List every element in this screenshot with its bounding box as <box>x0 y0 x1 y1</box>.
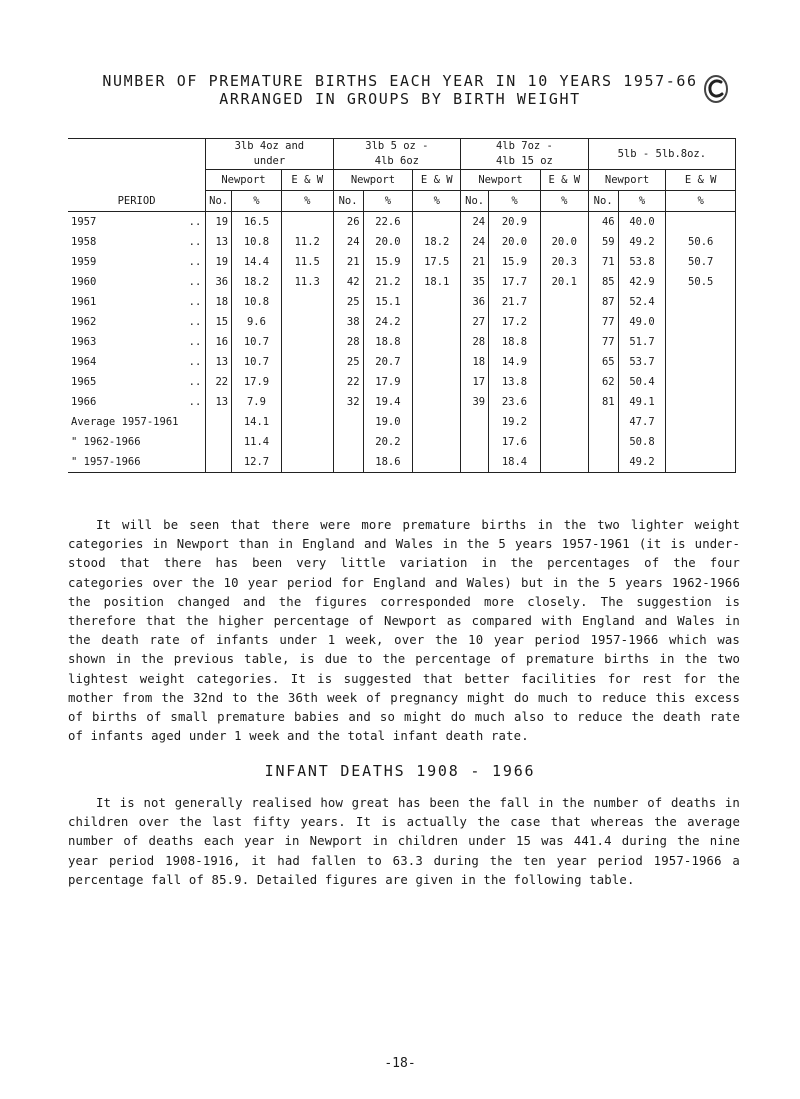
percent-cell: 19.2 <box>489 412 541 432</box>
ew-header: E & W <box>540 170 588 191</box>
percent-cell <box>666 212 736 233</box>
percent-cell <box>413 372 461 392</box>
period-cell: Average 1957-1961 <box>71 416 179 428</box>
percent-cell <box>281 332 333 352</box>
percent-cell <box>666 432 736 452</box>
percent-cell: 23.6 <box>489 392 541 412</box>
percent-cell: 18.1 <box>413 272 461 292</box>
crest-logo-icon <box>703 74 729 104</box>
count-cell <box>333 412 363 432</box>
period-cell: 1961 <box>71 296 97 308</box>
percent-cell <box>540 372 588 392</box>
percent-cell: 21.7 <box>489 292 541 312</box>
percent-cell <box>540 452 588 473</box>
percent-cell <box>281 292 333 312</box>
pct-header: % <box>413 191 461 212</box>
percent-cell: 10.7 <box>232 332 282 352</box>
percent-cell: 53.8 <box>618 252 666 272</box>
percent-cell: 21.2 <box>363 272 413 292</box>
percent-cell: 53.7 <box>618 352 666 372</box>
count-cell: 25 <box>333 292 363 312</box>
newport-header: Newport <box>588 170 666 191</box>
percent-cell <box>281 392 333 412</box>
weight-group-header-2: 3lb 5 oz - 4lb 6oz <box>333 139 461 170</box>
count-cell: 24 <box>461 232 489 252</box>
period-cell: 1958 <box>71 236 97 248</box>
ew-header: E & W <box>413 170 461 191</box>
leader-dots: .. <box>188 316 202 328</box>
count-cell: 28 <box>461 332 489 352</box>
count-cell: 87 <box>588 292 618 312</box>
percent-cell <box>281 412 333 432</box>
percent-cell: 15.1 <box>363 292 413 312</box>
percent-cell <box>540 432 588 452</box>
count-cell: 35 <box>461 272 489 292</box>
percent-cell <box>666 452 736 473</box>
period-cell: 1959 <box>71 256 97 268</box>
count-cell: 85 <box>588 272 618 292</box>
count-cell <box>333 432 363 452</box>
percent-cell: 14.4 <box>232 252 282 272</box>
table-row <box>68 312 736 332</box>
percent-cell: 17.9 <box>363 372 413 392</box>
percent-cell: 10.8 <box>232 292 282 312</box>
count-cell: 77 <box>588 332 618 352</box>
pct-header: % <box>666 191 736 212</box>
percent-cell: 18.8 <box>363 332 413 352</box>
leader-dots: .. <box>188 356 202 368</box>
percent-cell: 18.4 <box>489 452 541 473</box>
pct-header: % <box>363 191 413 212</box>
count-cell: 77 <box>588 312 618 332</box>
count-cell: 27 <box>461 312 489 332</box>
percent-cell: 49.2 <box>618 232 666 252</box>
pct-header: % <box>618 191 666 212</box>
percent-cell: 20.0 <box>363 232 413 252</box>
leader-dots: .. <box>188 296 202 308</box>
table-row <box>68 272 736 292</box>
count-cell: 22 <box>333 372 363 392</box>
percent-cell: 50.6 <box>666 232 736 252</box>
pct-header: % <box>281 191 333 212</box>
no-header: No. <box>333 191 363 212</box>
percent-cell: 51.7 <box>618 332 666 352</box>
period-cell: 1957 <box>71 216 97 228</box>
period-cell: 1960 <box>71 276 97 288</box>
percent-cell: 24.2 <box>363 312 413 332</box>
percent-cell: 18.8 <box>489 332 541 352</box>
count-cell <box>206 412 232 432</box>
weight-group-header-1: 3lb 4oz and under <box>206 139 334 170</box>
count-cell: 13 <box>206 232 232 252</box>
count-cell: 13 <box>206 352 232 372</box>
percent-cell: 17.6 <box>489 432 541 452</box>
period-cell: 1964 <box>71 356 97 368</box>
percent-cell: 18.2 <box>232 272 282 292</box>
newport-header: Newport <box>206 170 282 191</box>
leader-dots: .. <box>188 236 202 248</box>
leader-dots: .. <box>188 216 202 228</box>
percent-cell: 20.2 <box>363 432 413 452</box>
percent-cell <box>281 212 333 233</box>
percent-cell: 19.4 <box>363 392 413 412</box>
percent-cell: 12.7 <box>232 452 282 473</box>
count-cell <box>206 432 232 452</box>
percent-cell <box>540 212 588 233</box>
count-cell: 15 <box>206 312 232 332</box>
percent-cell: 11.5 <box>281 252 333 272</box>
table-row <box>68 432 736 452</box>
table-row <box>68 252 736 272</box>
percent-cell <box>413 292 461 312</box>
count-cell: 38 <box>333 312 363 332</box>
percent-cell: 17.7 <box>489 272 541 292</box>
percent-cell: 10.7 <box>232 352 282 372</box>
percent-cell: 13.8 <box>489 372 541 392</box>
ew-header: E & W <box>666 170 736 191</box>
count-cell: 18 <box>461 352 489 372</box>
percent-cell <box>413 212 461 233</box>
period-cell: 1965 <box>71 376 97 388</box>
leader-dots: .. <box>188 256 202 268</box>
percent-cell: 20.3 <box>540 252 588 272</box>
percent-cell: 15.9 <box>363 252 413 272</box>
weight-group-header-3: 4lb 7oz - 4lb 15 oz <box>461 139 589 170</box>
percent-cell: 14.9 <box>489 352 541 372</box>
period-cell: " 1962-1966 <box>71 436 141 448</box>
paragraph-infant-deaths: It is not generally realised how great has been the fall in the number of deaths in children over the last fifty years. It is actually the case that whereas the average number of deaths each year in Newport in children under 15 was 441.4 during the nine year period 1908-1916, it had fallen to 63.3 during the ten year period 1957-1966 a percentage fall of 85.9. Detailed figures are given in the following table. <box>68 796 740 887</box>
weight-group-header-4: 5lb - 5lb.8oz. <box>588 139 735 170</box>
count-cell <box>461 452 489 473</box>
percent-cell: 20.0 <box>489 232 541 252</box>
percent-cell <box>281 352 333 372</box>
count-cell: 17 <box>461 372 489 392</box>
count-cell: 19 <box>206 252 232 272</box>
table-row <box>68 372 736 392</box>
page-subtitle: ARRANGED IN GROUPS BY BIRTH WEIGHT <box>219 90 581 108</box>
percent-cell <box>281 452 333 473</box>
percent-cell <box>666 372 736 392</box>
leader-dots: .. <box>188 276 202 288</box>
count-cell: 25 <box>333 352 363 372</box>
percent-cell: 52.4 <box>618 292 666 312</box>
count-cell: 22 <box>206 372 232 392</box>
percent-cell: 20.0 <box>540 232 588 252</box>
count-cell: 59 <box>588 232 618 252</box>
table-row <box>68 332 736 352</box>
count-cell: 24 <box>333 232 363 252</box>
percent-cell: 17.2 <box>489 312 541 332</box>
percent-cell <box>540 412 588 432</box>
count-cell: 13 <box>206 392 232 412</box>
period-cell: 1962 <box>71 316 97 328</box>
pct-header: % <box>232 191 282 212</box>
table-row <box>68 232 736 252</box>
count-cell: 21 <box>461 252 489 272</box>
percent-cell: 11.4 <box>232 432 282 452</box>
percent-cell <box>666 292 736 312</box>
percent-cell: 50.7 <box>666 252 736 272</box>
count-cell: 65 <box>588 352 618 372</box>
count-cell: 16 <box>206 332 232 352</box>
count-cell <box>206 452 232 473</box>
count-cell: 46 <box>588 212 618 233</box>
premature-births-table <box>68 138 736 473</box>
percent-cell <box>413 452 461 473</box>
percent-cell <box>413 392 461 412</box>
percent-cell <box>666 312 736 332</box>
percent-cell: 7.9 <box>232 392 282 412</box>
percent-cell <box>540 332 588 352</box>
count-cell: 26 <box>333 212 363 233</box>
table-row <box>68 292 736 312</box>
count-cell <box>588 412 618 432</box>
page-title: NUMBER OF PREMATURE BIRTHS EACH YEAR IN 10 YEARS 1957-66 <box>102 72 698 90</box>
count-cell: 18 <box>206 292 232 312</box>
pct-header: % <box>540 191 588 212</box>
count-cell <box>333 452 363 473</box>
count-cell: 24 <box>461 212 489 233</box>
percent-cell: 19.0 <box>363 412 413 432</box>
percent-cell <box>413 312 461 332</box>
count-cell <box>588 432 618 452</box>
percent-cell <box>281 432 333 452</box>
period-cell: 1963 <box>71 336 97 348</box>
percent-cell <box>666 392 736 412</box>
count-cell: 36 <box>461 292 489 312</box>
newport-header: Newport <box>461 170 541 191</box>
percent-cell <box>666 352 736 372</box>
percent-cell: 16.5 <box>232 212 282 233</box>
count-cell: 62 <box>588 372 618 392</box>
percent-cell: 18.2 <box>413 232 461 252</box>
page-number: -18- <box>384 1056 416 1071</box>
percent-cell: 18.6 <box>363 452 413 473</box>
percent-cell: 17.5 <box>413 252 461 272</box>
table-row <box>68 212 736 233</box>
percent-cell: 14.1 <box>232 412 282 432</box>
newport-header: Newport <box>333 170 413 191</box>
percent-cell <box>413 332 461 352</box>
percent-cell: 9.6 <box>232 312 282 332</box>
percent-cell: 50.5 <box>666 272 736 292</box>
percent-cell: 20.1 <box>540 272 588 292</box>
percent-cell: 50.8 <box>618 432 666 452</box>
count-cell: 39 <box>461 392 489 412</box>
percent-cell: 50.4 <box>618 372 666 392</box>
percent-cell <box>540 352 588 372</box>
ew-header: E & W <box>281 170 333 191</box>
percent-cell: 49.0 <box>618 312 666 332</box>
percent-cell <box>413 352 461 372</box>
count-cell: 81 <box>588 392 618 412</box>
percent-cell: 22.6 <box>363 212 413 233</box>
percent-cell <box>413 412 461 432</box>
count-cell: 36 <box>206 272 232 292</box>
percent-cell: 42.9 <box>618 272 666 292</box>
percent-cell <box>540 392 588 412</box>
count-cell: 42 <box>333 272 363 292</box>
percent-cell: 49.1 <box>618 392 666 412</box>
leader-dots: .. <box>188 376 202 388</box>
percent-cell: 11.3 <box>281 272 333 292</box>
percent-cell <box>540 312 588 332</box>
percent-cell <box>281 372 333 392</box>
percent-cell: 20.7 <box>363 352 413 372</box>
count-cell <box>461 432 489 452</box>
leader-dots: .. <box>188 336 202 348</box>
percent-cell: 17.9 <box>232 372 282 392</box>
section-heading-infant-deaths: INFANT DEATHS 1908 - 1966 <box>264 762 536 780</box>
percent-cell <box>666 332 736 352</box>
no-header: No. <box>588 191 618 212</box>
percent-cell: 47.7 <box>618 412 666 432</box>
percent-cell: 10.8 <box>232 232 282 252</box>
period-cell: " 1957-1966 <box>68 452 206 473</box>
count-cell: 71 <box>588 252 618 272</box>
no-header: No. <box>461 191 489 212</box>
count-cell <box>588 452 618 473</box>
percent-cell <box>540 292 588 312</box>
percent-cell: 49.2 <box>618 452 666 473</box>
pct-header: % <box>489 191 541 212</box>
count-cell: 21 <box>333 252 363 272</box>
leader-dots: .. <box>188 396 202 408</box>
table-row <box>68 352 736 372</box>
percent-cell: 15.9 <box>489 252 541 272</box>
period-cell: 1966 <box>71 396 97 408</box>
period-header: PERIOD <box>68 191 206 212</box>
no-header: No. <box>206 191 232 212</box>
percent-cell <box>666 412 736 432</box>
count-cell: 19 <box>206 212 232 233</box>
count-cell: 32 <box>333 392 363 412</box>
table-row <box>68 392 736 412</box>
percent-cell <box>413 432 461 452</box>
percent-cell <box>281 312 333 332</box>
percent-cell: 20.9 <box>489 212 541 233</box>
count-cell: 28 <box>333 332 363 352</box>
table-row <box>68 412 736 432</box>
count-cell <box>461 412 489 432</box>
percent-cell: 11.2 <box>281 232 333 252</box>
table-row <box>68 452 736 473</box>
paragraph-premature-births: It will be seen that there were more premature births in the two lighter weight categories in Newport than in England and Wales in the 5 years 1957-1961 (it is under-stood that there has been very little variation in the percentages of the four categories over the 10 year period for England and Wales) but in the 5 years 1962-1966 the position changed and the figures corresponded more closely. The suggestion is therefore that the higher percentage of Newport as compared with England and Wales in the death rate of infants under 1 week, over the 10 year period 1957-1966 which was shown in the previous table, is due to the percentage of premature births in the two lightest weight categories. It is suggested that better facilities for rest for the mother from the 32nd to the 36th week of pregnancy might do much to reduce this excess of births of small premature babies and so might do much also to reduce the death rate of infants aged under 1 week and the total infant death rate. <box>68 518 740 744</box>
percent-cell: 40.0 <box>618 212 666 233</box>
